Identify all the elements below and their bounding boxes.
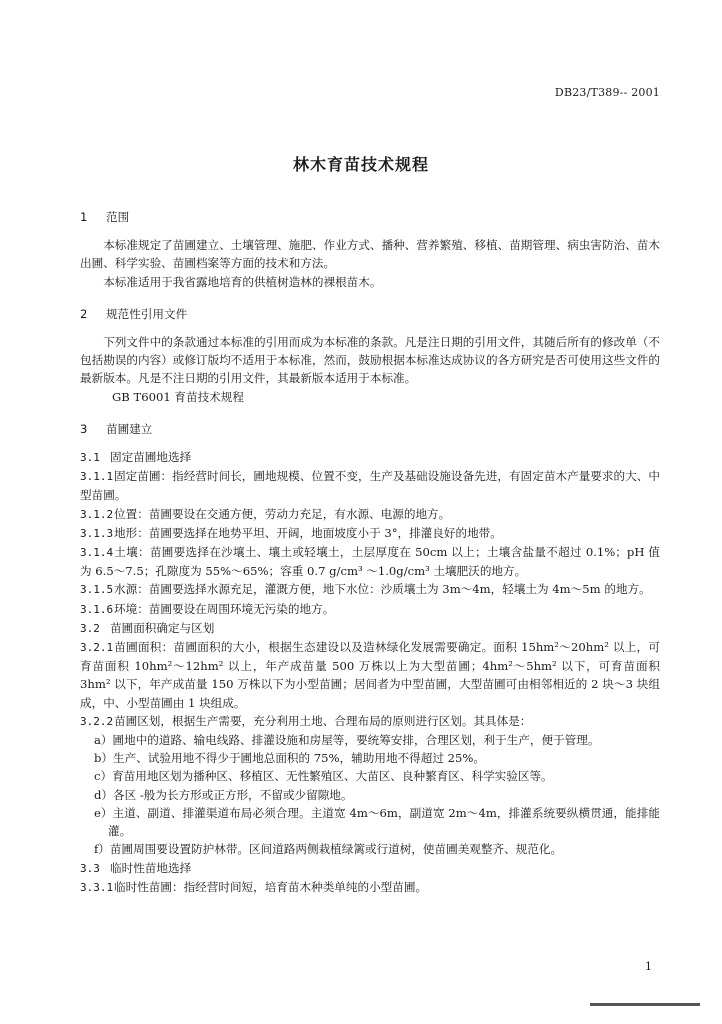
list-item: f）苗圃周围要设置防护林带。区间道路两侧栽植绿篱或行道树，使苗圃美观整齐、规范化。: [94, 842, 563, 857]
list-item: e）主道、副道、排灌渠道布局必须合理。主道宽 4m～6m，副道宽 2m～4m，排灌系统要纵横贯通，能排能灌。: [94, 805, 660, 839]
section-2-heading: [80, 305, 660, 323]
list-item: b）生产、试验用地不得少于圃地总面积的 75%，辅助用地不得超过 25%。: [94, 751, 485, 766]
paragraph: 本标准适用于我省露地培育的供植树造林的裸根苗木。: [103, 274, 382, 289]
subsection-heading: 3.2 苗圃面积确定与区划: [80, 620, 215, 635]
section-number: 1: [80, 210, 88, 224]
clause: 3.3.1临时性苗圃：指经营时间短，培育苗木种类单纯的小型苗圃。: [80, 879, 428, 894]
section-label: 范围: [106, 210, 130, 224]
subsection-heading: 3.1 固定苗圃地选择: [80, 450, 192, 465]
clause: 3.2.1苗圃面积：苗圃面积的大小，根据生态建设以及造林绿化发展需要确定。面积 15hm²～20hm² 以上，可育苗面积 10hm²～12hm² 以上，年产成苗量 500 万株以上为大型苗圃；4hm²～5hm² 以下，可育苗面积 3hm² 以下，年产成苗量 150 万株以下为小型苗圃；居间者为中型苗圃，大型苗圃可由相邻相近的 2 块～3 块组成，中、小型苗圃由 1 块组成。: [80, 640, 660, 710]
section-1-heading: [80, 208, 660, 226]
subsection-heading: 3.3 临时性苗地选择: [80, 860, 192, 875]
clause: 3.1.4土壤：苗圃要选择在沙壤土、壤土或轻壤土，土层厚度在 50cm 以上；土壤含盐量不超过 0.1%；pH 值为 6.5～7.5；孔隙度为 55%～65%；容重 0.7 g/cm³ ～1.0g/cm³ 土壤肥沃的地方。: [80, 545, 660, 579]
clause: 3.1.2位置：苗圃要设在交通方便，劳动力充足，有水源、电源的地方。: [80, 506, 451, 521]
document-body: [80, 208, 660, 897]
list-item: a）圃地中的道路、输电线路、排灌设施和房屋等，要统筹安排，合理区划，利于生产，便于管理。: [94, 733, 600, 748]
section-label: 规范性引用文件: [106, 306, 188, 321]
clause: 3.1.6环境：苗圃要设在周围环境无污染的地方。: [80, 601, 335, 616]
standard-code: DB23/T389-- 2001: [554, 86, 660, 99]
paragraph: 本标准规定了苗圃建立、土壤管理、施肥、作业方式、播种、营养繁殖、移植、苗期管理、病虫害防治、苗木出圃、科学实验、苗圃档案等方面的技术和方法。: [80, 238, 660, 271]
section-3-heading: [80, 420, 660, 438]
page-number: 1: [645, 960, 652, 973]
section-number: 3: [80, 421, 88, 436]
section-label: 苗圃建立: [106, 421, 153, 436]
paragraph: 下列文件中的条款通过本标准的引用而成为本标准的条款。凡是注日期的引用文件，其随后所有的修改单（不包括勘误的内容）或修订版均不适用于本标准，然而，鼓励根据本标准达成协议的各方研究是否可使用这些文件的最新版本。凡是不注日期的引用文件，其最新版本适用于本标准。: [80, 335, 660, 386]
clause: 3.1.1固定苗圃：指经营时间长，圃地规模、位置不变，生产及基础设施设备先进，有固定苗木产量要求的大、中型苗圃。: [80, 469, 660, 503]
clause: 3.1.5水源：苗圃要选择水源充足，灌溉方便，地下水位：沙质壤土为 3m～4m，轻壤土为 4m～5m 的地方。: [80, 582, 651, 597]
document-title: 林木育苗技术规程: [292, 155, 429, 174]
clause: 3.1.3地形：苗圃要选择在地势平坦、开阔，地面坡度小于 3°，排灌良好的地带。: [80, 525, 502, 540]
list-item: d）各区 -般为长方形或正方形，不留或少留隙地。: [94, 787, 353, 802]
list-item: c）育苗用地区划为播种区、移植区、无性繁殖区、大苗区、良种繁育区、科学实验区等。: [94, 769, 553, 784]
scan-edge-mark: [590, 1003, 700, 1006]
reference-entry: GB T6001 育苗技术规程: [112, 389, 244, 404]
section-number: 2: [80, 306, 88, 321]
clause: 3.2.2苗圃区划，根据生产需要，充分利用土地、合理布局的原则进行区划。其具体是：: [80, 713, 532, 728]
